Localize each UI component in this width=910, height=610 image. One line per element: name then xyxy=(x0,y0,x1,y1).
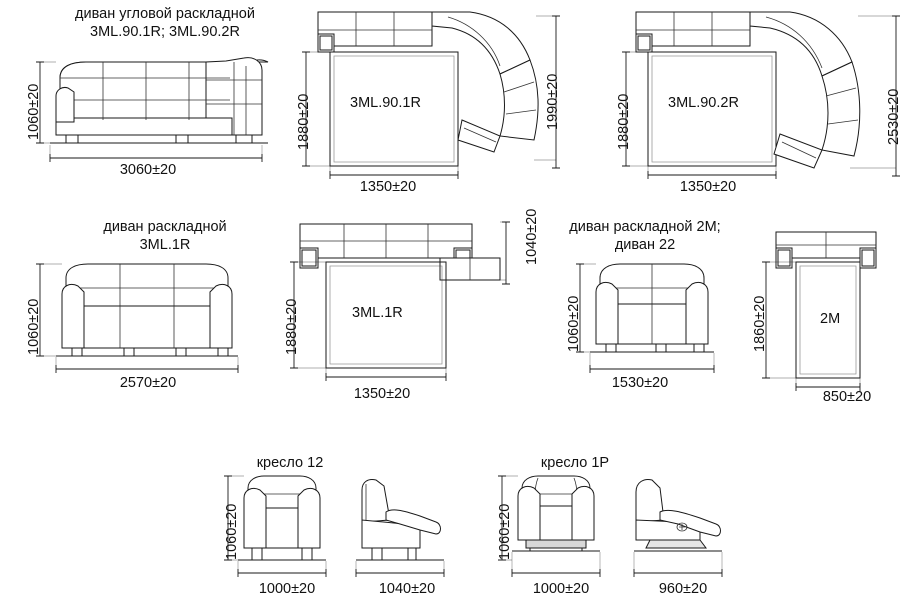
armchair-1p-side-view xyxy=(634,480,722,578)
plan-2m xyxy=(762,232,876,391)
dim-3ml1r-side: 1040±20 xyxy=(524,208,540,265)
plan-3ml902r xyxy=(622,12,900,179)
label-model-3ml901r: 3ML.90.1R xyxy=(350,95,421,111)
dim-3ml901r-side: 1990±20 xyxy=(545,73,561,130)
dim-armchair-12-width: 1000±20 xyxy=(258,581,316,597)
plan-3ml1r xyxy=(290,222,510,381)
armchair-1p-front-view xyxy=(498,476,600,577)
label-model-3ml1r: 3ML.1R xyxy=(352,305,403,321)
dim-armchair-12-side-width: 1040±20 xyxy=(378,581,436,597)
dim-3ml901r-width: 1350±20 xyxy=(359,179,417,195)
label-model-2m: 2М xyxy=(820,311,841,327)
caption-corner-sofa-line2: 3ML.90.1R; 3ML.90.2R xyxy=(90,24,240,40)
armchair-12-side-view xyxy=(356,479,444,577)
caption-armchair-1p: кресло 1Р xyxy=(540,455,610,471)
caption-sofa-3ml1r-line1: диван раскладной xyxy=(103,219,227,235)
dim-3ml902r-side: 2530±20 xyxy=(886,88,902,145)
dim-sofa-3ml1r-width: 2570±20 xyxy=(119,375,177,391)
plan-3ml901r xyxy=(302,12,560,179)
dim-corner-sofa-width: 3060±20 xyxy=(119,162,177,178)
caption-sofa-3ml1r-line2: 3ML.1R xyxy=(139,237,191,253)
dim-corner-sofa-height: 1060±20 xyxy=(26,83,42,140)
dim-2m-depth: 1860±20 xyxy=(752,295,768,352)
dim-3ml902r-width: 1350±20 xyxy=(679,179,737,195)
caption-sofa-2m-line2: диван 22 xyxy=(614,237,676,253)
dim-sofa-3ml1r-height: 1060±20 xyxy=(26,298,42,355)
caption-armchair-12: кресло 12 xyxy=(256,455,324,471)
label-model-3ml902r: 3ML.90.2R xyxy=(668,95,739,111)
sofa-3ml1r-front-view xyxy=(36,264,238,373)
dim-3ml901r-depth: 1880±20 xyxy=(296,93,312,150)
sofa-2m-front-view xyxy=(576,264,714,373)
dim-sofa-2m-width: 1530±20 xyxy=(611,375,669,391)
dim-3ml1r-width: 1350±20 xyxy=(353,386,411,402)
dim-2m-width: 850±20 xyxy=(822,389,872,405)
dim-armchair-12-height: 1060±20 xyxy=(224,503,240,560)
dim-sofa-2m-height: 1060±20 xyxy=(566,295,582,352)
armchair-12-front-view xyxy=(224,476,326,577)
dim-armchair-1p-width: 1000±20 xyxy=(532,581,590,597)
caption-sofa-2m-line1: диван раскладной 2М; xyxy=(569,219,721,235)
dim-armchair-1p-side-width: 960±20 xyxy=(658,581,708,597)
dim-3ml902r-depth: 1880±20 xyxy=(616,93,632,150)
dim-armchair-1p-height: 1060±20 xyxy=(497,503,513,560)
corner-sofa-front-view xyxy=(36,58,268,162)
caption-corner-sofa-line1: диван угловой раскладной xyxy=(75,6,255,22)
dim-3ml1r-depth: 1880±20 xyxy=(284,298,300,355)
